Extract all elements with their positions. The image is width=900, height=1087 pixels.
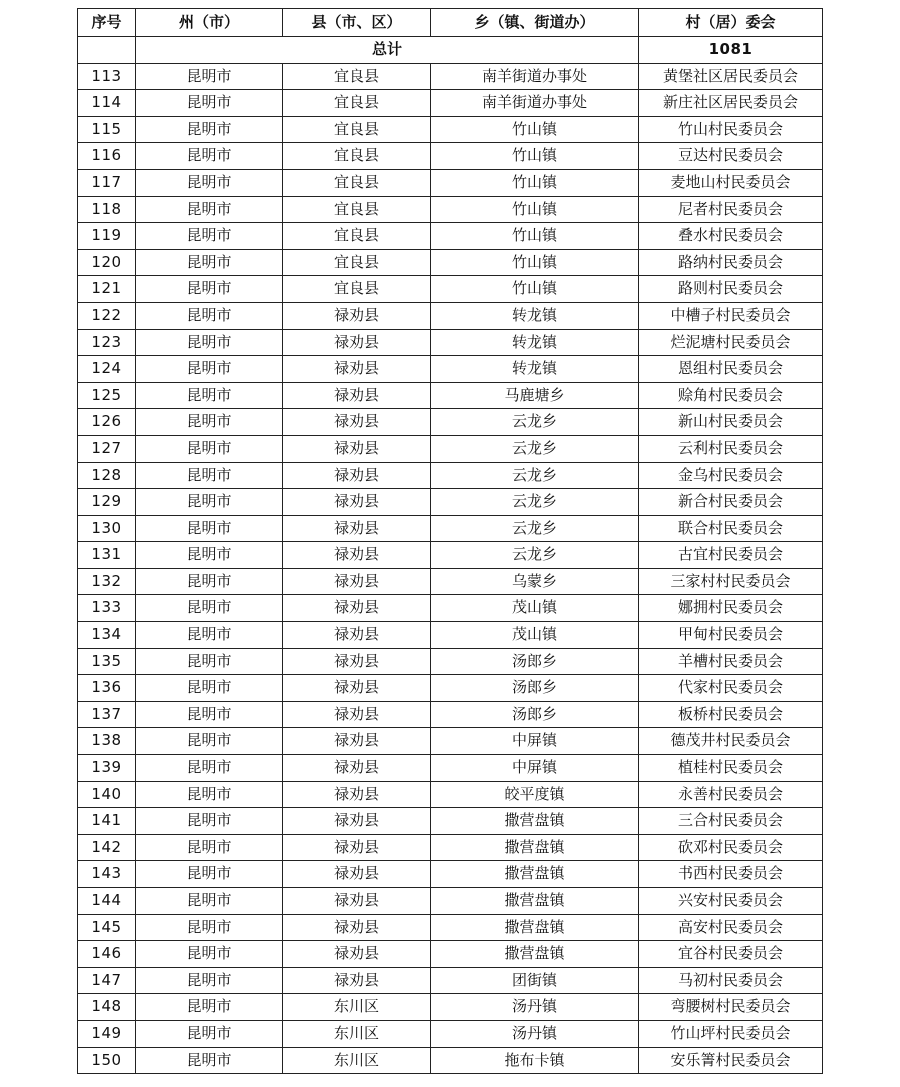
cell-county: 禄劝县 <box>283 728 431 755</box>
cell-prefecture: 昆明市 <box>136 861 283 888</box>
table-row <box>78 622 823 649</box>
total-row <box>78 37 823 64</box>
table-row <box>78 1047 823 1074</box>
cell-county: 禄劝县 <box>283 888 431 915</box>
cell-township: 马鹿塘乡 <box>431 382 639 409</box>
cell-township: 云龙乡 <box>431 462 639 489</box>
cell-index: 135 <box>78 648 136 675</box>
cell-committee: 德茂井村民委员会 <box>639 728 823 755</box>
cell-prefecture: 昆明市 <box>136 914 283 941</box>
cell-township: 中屏镇 <box>431 755 639 782</box>
cell-county: 宜良县 <box>283 90 431 117</box>
cell-prefecture: 昆明市 <box>136 542 283 569</box>
total-label: 总计 <box>136 37 639 64</box>
cell-county: 禄劝县 <box>283 675 431 702</box>
cell-index: 143 <box>78 861 136 888</box>
cell-county: 宜良县 <box>283 169 431 196</box>
table-row <box>78 116 823 143</box>
header-prefecture: 州（市） <box>136 9 283 37</box>
table-row <box>78 1020 823 1047</box>
cell-committee: 三家村村民委员会 <box>639 568 823 595</box>
cell-county: 宜良县 <box>283 63 431 90</box>
cell-committee: 竹山坪村民委员会 <box>639 1020 823 1047</box>
table-row <box>78 728 823 755</box>
cell-index: 119 <box>78 223 136 250</box>
cell-prefecture: 昆明市 <box>136 967 283 994</box>
cell-prefecture: 昆明市 <box>136 515 283 542</box>
cell-index: 117 <box>78 169 136 196</box>
table-row <box>78 808 823 835</box>
cell-prefecture: 昆明市 <box>136 276 283 303</box>
cell-index: 127 <box>78 435 136 462</box>
header-township: 乡（镇、街道办） <box>431 9 639 37</box>
cell-committee: 金乌村民委员会 <box>639 462 823 489</box>
cell-index: 137 <box>78 701 136 728</box>
table-row <box>78 568 823 595</box>
cell-index: 121 <box>78 276 136 303</box>
cell-prefecture: 昆明市 <box>136 755 283 782</box>
cell-prefecture: 昆明市 <box>136 435 283 462</box>
table-row <box>78 515 823 542</box>
cell-committee: 永善村民委员会 <box>639 781 823 808</box>
cell-index: 133 <box>78 595 136 622</box>
cell-county: 宜良县 <box>283 276 431 303</box>
cell-index: 146 <box>78 941 136 968</box>
cell-county: 东川区 <box>283 1047 431 1074</box>
cell-committee: 新山村民委员会 <box>639 409 823 436</box>
cell-township: 汤丹镇 <box>431 1020 639 1047</box>
cell-county: 东川区 <box>283 994 431 1021</box>
cell-committee: 羊槽村民委员会 <box>639 648 823 675</box>
cell-index: 131 <box>78 542 136 569</box>
cell-prefecture: 昆明市 <box>136 169 283 196</box>
cell-township: 拖布卡镇 <box>431 1047 639 1074</box>
header-county: 县（市、区） <box>283 9 431 37</box>
cell-committee: 麦地山村民委员会 <box>639 169 823 196</box>
table-row <box>78 489 823 516</box>
table-row <box>78 329 823 356</box>
cell-index: 134 <box>78 622 136 649</box>
cell-index: 139 <box>78 755 136 782</box>
cell-township: 茂山镇 <box>431 595 639 622</box>
cell-county: 禄劝县 <box>283 356 431 383</box>
table-row <box>78 941 823 968</box>
cell-index: 145 <box>78 914 136 941</box>
table-row <box>78 675 823 702</box>
cell-county: 禄劝县 <box>283 435 431 462</box>
table-row <box>78 994 823 1021</box>
cell-prefecture: 昆明市 <box>136 648 283 675</box>
village-committee-table <box>77 8 823 1074</box>
cell-prefecture: 昆明市 <box>136 196 283 223</box>
cell-township: 竹山镇 <box>431 223 639 250</box>
cell-township: 转龙镇 <box>431 329 639 356</box>
cell-committee: 云利村民委员会 <box>639 435 823 462</box>
cell-prefecture: 昆明市 <box>136 90 283 117</box>
cell-county: 禄劝县 <box>283 967 431 994</box>
cell-prefecture: 昆明市 <box>136 116 283 143</box>
cell-prefecture: 昆明市 <box>136 409 283 436</box>
cell-township: 云龙乡 <box>431 489 639 516</box>
table-row <box>78 834 823 861</box>
cell-prefecture: 昆明市 <box>136 249 283 276</box>
cell-prefecture: 昆明市 <box>136 568 283 595</box>
cell-index: 118 <box>78 196 136 223</box>
cell-township: 撒营盘镇 <box>431 808 639 835</box>
total-value: 1081 <box>639 37 823 64</box>
cell-committee: 代家村民委员会 <box>639 675 823 702</box>
cell-committee: 竹山村民委员会 <box>639 116 823 143</box>
cell-township: 团街镇 <box>431 967 639 994</box>
cell-committee: 兴安村民委员会 <box>639 888 823 915</box>
cell-index: 114 <box>78 90 136 117</box>
cell-index: 140 <box>78 781 136 808</box>
cell-township: 云龙乡 <box>431 435 639 462</box>
table-row <box>78 967 823 994</box>
cell-prefecture: 昆明市 <box>136 223 283 250</box>
cell-county: 禄劝县 <box>283 382 431 409</box>
cell-township: 竹山镇 <box>431 196 639 223</box>
cell-township: 茂山镇 <box>431 622 639 649</box>
cell-index: 116 <box>78 143 136 170</box>
cell-committee: 路纳村民委员会 <box>639 249 823 276</box>
cell-committee: 尼者村民委员会 <box>639 196 823 223</box>
cell-township: 竹山镇 <box>431 143 639 170</box>
cell-township: 汤郎乡 <box>431 648 639 675</box>
cell-county: 禄劝县 <box>283 462 431 489</box>
table-row <box>78 595 823 622</box>
cell-prefecture: 昆明市 <box>136 329 283 356</box>
cell-index: 122 <box>78 302 136 329</box>
cell-county: 禄劝县 <box>283 515 431 542</box>
cell-county: 禄劝县 <box>283 781 431 808</box>
cell-committee: 黄堡社区居民委员会 <box>639 63 823 90</box>
cell-index: 150 <box>78 1047 136 1074</box>
cell-committee: 高安村民委员会 <box>639 914 823 941</box>
cell-township: 撒营盘镇 <box>431 888 639 915</box>
header-row <box>78 9 823 37</box>
table-row <box>78 196 823 223</box>
cell-index: 124 <box>78 356 136 383</box>
cell-county: 禄劝县 <box>283 542 431 569</box>
table-row <box>78 382 823 409</box>
total-blank-cell <box>78 37 136 64</box>
cell-township: 转龙镇 <box>431 356 639 383</box>
table-row <box>78 542 823 569</box>
cell-committee: 板桥村民委员会 <box>639 701 823 728</box>
cell-prefecture: 昆明市 <box>136 941 283 968</box>
cell-township: 竹山镇 <box>431 116 639 143</box>
cell-committee: 恩组村民委员会 <box>639 356 823 383</box>
table-row <box>78 276 823 303</box>
cell-committee: 植桂村民委员会 <box>639 755 823 782</box>
cell-prefecture: 昆明市 <box>136 622 283 649</box>
cell-township: 竹山镇 <box>431 169 639 196</box>
cell-index: 120 <box>78 249 136 276</box>
cell-prefecture: 昆明市 <box>136 595 283 622</box>
cell-committee: 联合村民委员会 <box>639 515 823 542</box>
table-row <box>78 302 823 329</box>
table-row <box>78 888 823 915</box>
cell-county: 禄劝县 <box>283 329 431 356</box>
table-row <box>78 462 823 489</box>
cell-committee: 新合村民委员会 <box>639 489 823 516</box>
cell-committee: 书西村民委员会 <box>639 861 823 888</box>
table-row <box>78 169 823 196</box>
cell-index: 141 <box>78 808 136 835</box>
cell-index: 132 <box>78 568 136 595</box>
cell-prefecture: 昆明市 <box>136 701 283 728</box>
cell-township: 皎平度镇 <box>431 781 639 808</box>
cell-township: 撒营盘镇 <box>431 941 639 968</box>
cell-prefecture: 昆明市 <box>136 994 283 1021</box>
cell-prefecture: 昆明市 <box>136 675 283 702</box>
cell-committee: 宜谷村民委员会 <box>639 941 823 968</box>
header-committee: 村（居）委会 <box>639 9 823 37</box>
cell-committee: 豆达村民委员会 <box>639 143 823 170</box>
cell-township: 南羊街道办事处 <box>431 90 639 117</box>
cell-county: 禄劝县 <box>283 648 431 675</box>
cell-prefecture: 昆明市 <box>136 143 283 170</box>
cell-prefecture: 昆明市 <box>136 382 283 409</box>
table-row <box>78 701 823 728</box>
cell-committee: 中槽子村民委员会 <box>639 302 823 329</box>
cell-township: 撒营盘镇 <box>431 914 639 941</box>
table-row <box>78 249 823 276</box>
cell-index: 130 <box>78 515 136 542</box>
cell-township: 乌蒙乡 <box>431 568 639 595</box>
cell-township: 中屏镇 <box>431 728 639 755</box>
cell-county: 禄劝县 <box>283 834 431 861</box>
cell-index: 128 <box>78 462 136 489</box>
cell-township: 竹山镇 <box>431 249 639 276</box>
cell-committee: 赊角村民委员会 <box>639 382 823 409</box>
cell-prefecture: 昆明市 <box>136 63 283 90</box>
cell-prefecture: 昆明市 <box>136 1047 283 1074</box>
cell-index: 123 <box>78 329 136 356</box>
cell-committee: 路则村民委员会 <box>639 276 823 303</box>
cell-county: 禄劝县 <box>283 861 431 888</box>
cell-county: 禄劝县 <box>283 941 431 968</box>
cell-county: 禄劝县 <box>283 701 431 728</box>
cell-township: 云龙乡 <box>431 515 639 542</box>
cell-county: 禄劝县 <box>283 914 431 941</box>
cell-prefecture: 昆明市 <box>136 462 283 489</box>
cell-county: 东川区 <box>283 1020 431 1047</box>
table-row <box>78 781 823 808</box>
cell-prefecture: 昆明市 <box>136 489 283 516</box>
cell-committee: 三合村民委员会 <box>639 808 823 835</box>
cell-township: 云龙乡 <box>431 542 639 569</box>
cell-township: 汤郎乡 <box>431 701 639 728</box>
table-row <box>78 861 823 888</box>
cell-county: 宜良县 <box>283 223 431 250</box>
cell-index: 115 <box>78 116 136 143</box>
cell-index: 113 <box>78 63 136 90</box>
cell-index: 129 <box>78 489 136 516</box>
cell-prefecture: 昆明市 <box>136 728 283 755</box>
cell-prefecture: 昆明市 <box>136 781 283 808</box>
cell-county: 宜良县 <box>283 143 431 170</box>
table-row <box>78 755 823 782</box>
cell-index: 126 <box>78 409 136 436</box>
cell-committee: 安乐箐村民委员会 <box>639 1047 823 1074</box>
cell-county: 禄劝县 <box>283 568 431 595</box>
cell-committee: 弯腰树村民委员会 <box>639 994 823 1021</box>
cell-committee: 新庄社区居民委员会 <box>639 90 823 117</box>
cell-committee: 甲甸村民委员会 <box>639 622 823 649</box>
header-index: 序号 <box>78 9 136 37</box>
cell-prefecture: 昆明市 <box>136 302 283 329</box>
cell-county: 宜良县 <box>283 249 431 276</box>
cell-index: 138 <box>78 728 136 755</box>
cell-county: 禄劝县 <box>283 489 431 516</box>
cell-committee: 马初村民委员会 <box>639 967 823 994</box>
cell-county: 禄劝县 <box>283 622 431 649</box>
table-row <box>78 143 823 170</box>
cell-committee: 娜拥村民委员会 <box>639 595 823 622</box>
cell-index: 136 <box>78 675 136 702</box>
cell-index: 125 <box>78 382 136 409</box>
cell-township: 汤丹镇 <box>431 994 639 1021</box>
cell-township: 撒营盘镇 <box>431 861 639 888</box>
cell-index: 144 <box>78 888 136 915</box>
table-row <box>78 223 823 250</box>
cell-township: 竹山镇 <box>431 276 639 303</box>
cell-township: 撒营盘镇 <box>431 834 639 861</box>
cell-county: 宜良县 <box>283 196 431 223</box>
cell-township: 云龙乡 <box>431 409 639 436</box>
table-row <box>78 648 823 675</box>
cell-committee: 叠水村民委员会 <box>639 223 823 250</box>
cell-committee: 砍邓村民委员会 <box>639 834 823 861</box>
table-row <box>78 409 823 436</box>
cell-prefecture: 昆明市 <box>136 834 283 861</box>
table-row <box>78 435 823 462</box>
cell-committee: 烂泥塘村民委员会 <box>639 329 823 356</box>
cell-prefecture: 昆明市 <box>136 356 283 383</box>
cell-index: 149 <box>78 1020 136 1047</box>
cell-county: 禄劝县 <box>283 808 431 835</box>
table-row <box>78 90 823 117</box>
cell-index: 148 <box>78 994 136 1021</box>
cell-township: 南羊街道办事处 <box>431 63 639 90</box>
cell-index: 142 <box>78 834 136 861</box>
cell-county: 禄劝县 <box>283 755 431 782</box>
cell-committee: 古宜村民委员会 <box>639 542 823 569</box>
cell-county: 禄劝县 <box>283 409 431 436</box>
table-row <box>78 356 823 383</box>
cell-township: 汤郎乡 <box>431 675 639 702</box>
cell-county: 禄劝县 <box>283 595 431 622</box>
table-row <box>78 914 823 941</box>
cell-township: 转龙镇 <box>431 302 639 329</box>
cell-prefecture: 昆明市 <box>136 808 283 835</box>
cell-index: 147 <box>78 967 136 994</box>
table-row <box>78 63 823 90</box>
cell-prefecture: 昆明市 <box>136 888 283 915</box>
cell-county: 禄劝县 <box>283 302 431 329</box>
cell-county: 宜良县 <box>283 116 431 143</box>
cell-prefecture: 昆明市 <box>136 1020 283 1047</box>
